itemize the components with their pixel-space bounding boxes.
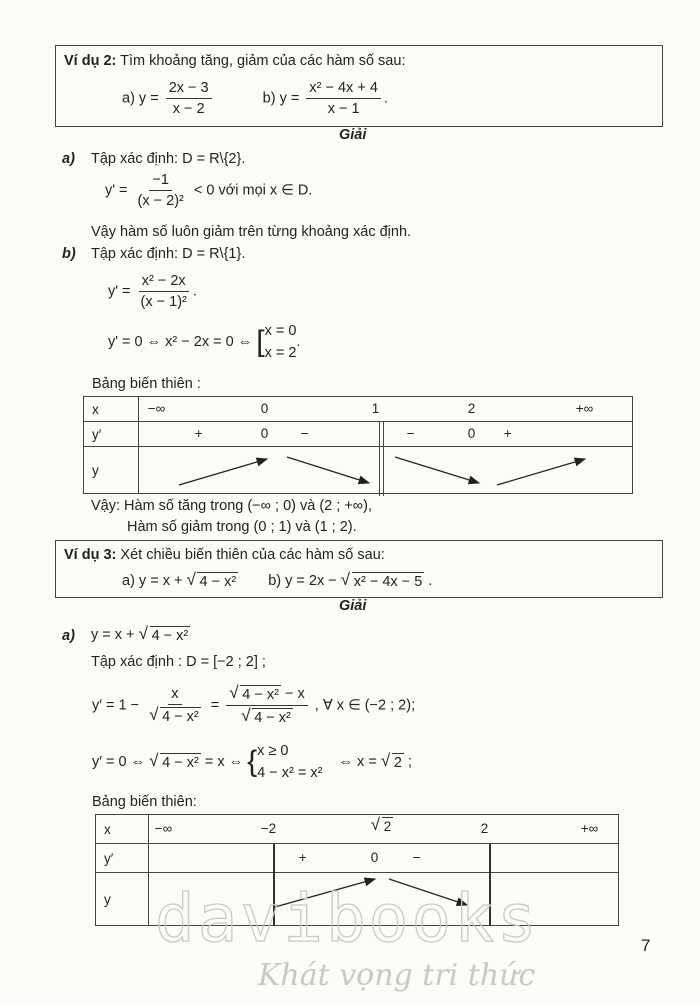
x-value: +∞ xyxy=(575,401,594,416)
x-value: 2 xyxy=(480,821,489,836)
x-value: −2 xyxy=(260,821,277,836)
row-label-y: y xyxy=(92,462,99,478)
part-b-tag: b) xyxy=(62,246,76,262)
decreasing-arrow xyxy=(287,457,369,483)
function-3a: y = x + √ 4 − x² xyxy=(91,624,189,644)
solution-heading: Giải xyxy=(339,127,367,143)
watermark-slogan: Khát vọng tri thức xyxy=(258,958,536,993)
example-3-prompt: Ví dụ 3: Xét chiều biến thiên của các hàm số sau: xyxy=(64,547,385,563)
sign: − xyxy=(406,426,415,441)
decreasing-arrow xyxy=(395,457,479,483)
example-2-prompt: Ví dụ 2: Tìm khoảng tăng, giảm của các hàm số sau: xyxy=(64,53,406,69)
watermark-brand: davibooks xyxy=(155,880,540,957)
domain-3a: Tập xác định : D = [−2 ; 2] ; xyxy=(91,654,266,670)
row-label-derivative: y′ xyxy=(104,850,114,866)
increasing-arrow xyxy=(497,459,585,485)
conclusion-b-2: Hàm số giảm trong (0 ; 1) và (1 ; 2). xyxy=(127,519,357,535)
derivative-3a: y′ = 1 − x √ 4 − x² = √ 4 − x² − x √ 4 − x² , ∀ x ∈ (−2 ; 2); xyxy=(92,683,416,726)
row-label-x: x xyxy=(92,401,99,417)
row-label-derivative: y′ xyxy=(92,426,102,442)
page-number: 7 xyxy=(641,936,651,955)
sign: − xyxy=(300,426,309,441)
part-a-tag-2: a) xyxy=(62,628,75,644)
derivative-b: y' = $\frac{\text{x² − 2x}}{\text{(x − 1)²}}$ . xyxy=(108,273,197,310)
x-value: −∞ xyxy=(147,401,166,416)
solution-heading-2: Giải xyxy=(339,598,367,614)
x-value: +∞ xyxy=(580,821,599,836)
zero-condition: y′ = 0 ⇔ √ 4 − x² = x ⇔ { x ≥ 0 4 − x² = x² ⇔ x = √ 2 ; xyxy=(92,743,412,781)
x-value: √ 2 xyxy=(370,815,392,834)
x-value: 2 xyxy=(467,401,476,416)
increasing-arrow xyxy=(179,459,267,485)
conclusion-b-1: Vậy: Hàm số tăng trong (−∞ ; 0) và (2 ; +∞), xyxy=(91,498,372,514)
critical-points: y' = 0 ⇔ x² − 2x = 0 ⇔ [ x = 0 x = 2 . xyxy=(108,323,301,361)
derivative-a: y' = $\frac{-1}{\text{(x − 2)²}}$ < 0 với mọi x ∈ D. xyxy=(105,172,313,209)
example-2-functions: a) y = $\frac{2x - 3}{x - 2}$ b) y = $\frac{\text{x² − 4x + 4}}{x - 1}$ . xyxy=(122,80,388,117)
row-label-x: x xyxy=(104,821,111,837)
sign: + xyxy=(194,426,203,441)
table-label: Bảng biến thiên : xyxy=(92,376,201,392)
sign: + xyxy=(503,426,512,441)
sign: − xyxy=(412,850,421,865)
sign: + xyxy=(298,850,307,865)
sign: 0 xyxy=(260,426,269,441)
example-3-functions: a) y = x + √ 4 − x² b) y = 2x − √ x² − 4x − 5 . xyxy=(122,570,433,590)
conclusion-a: Vậy hàm số luôn giảm trên từng khoảng xác định. xyxy=(91,224,412,240)
x-value: 0 xyxy=(260,401,269,416)
part-a-tag: a) xyxy=(62,151,75,167)
variation-table-1 xyxy=(83,396,633,494)
sign: 0 xyxy=(467,426,476,441)
domain-text: Tập xác định: D = R\{2}. xyxy=(91,151,246,167)
sign: 0 xyxy=(370,850,379,865)
variation-arrows xyxy=(139,447,635,493)
row-label-y: y xyxy=(104,891,111,907)
table-label-2: Bảng biến thiên: xyxy=(92,794,197,810)
x-value: −∞ xyxy=(154,821,173,836)
domain-text-b: Tập xác định: D = R\{1}. xyxy=(91,246,246,262)
x-value: 1 xyxy=(371,401,380,416)
